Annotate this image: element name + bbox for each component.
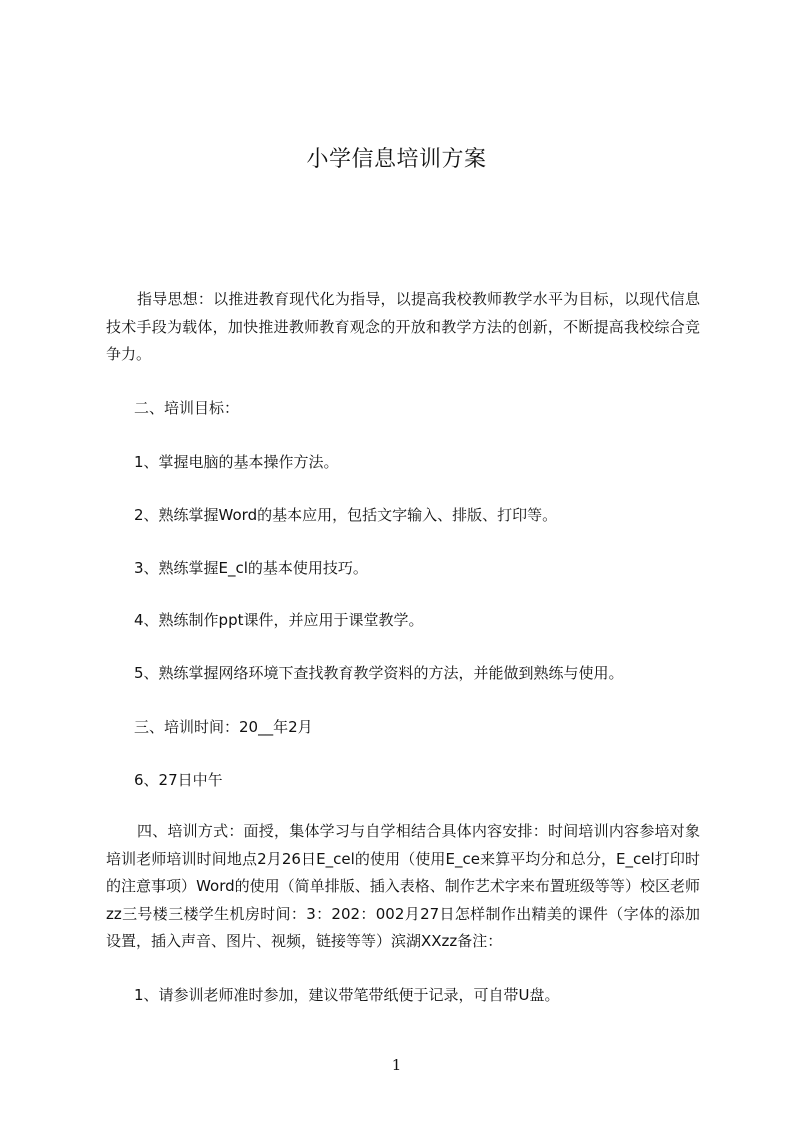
training-time-date: 6、27日中午 [134,771,223,789]
section-training-goals-heading: 二、培训目标： [134,399,240,417]
goal-item-2: 2、熟练掌握Word的基本应用，包括文字输入、排版、打印等。 [134,506,558,524]
training-method-paragraph: 四、培训方式：面授，集体学习与自学相结合具体内容安排：时间培训内容参培对象培训老师培训时间地点2月26日E_cel的使用（使用E_ce来算平均分和总分，E_cel打印时的注意事项）Word的使用（简单排版、插入表格、制作艺术字来布置班级等等）校区老师zz三号楼三楼学生机房时间：3：202：002月27日怎样制作出精美的课件（字体的添加设置，插入声音、图片、视频，链接等等）滨湖XXzz备注： [106,822,700,950]
document-title: 小学信息培训方案 [306,147,487,172]
guiding-ideology-paragraph: 指导思想：以推进教育现代化为指导，以提高我校教师教学水平为目标，以现代信息技术手段为载体，加快推进教师教育观念的开放和教学方法的创新，不断提高我校综合竞争力。 [106,290,700,363]
goal-item-3: 3、熟练掌握E_cl的基本使用技巧。 [134,559,368,577]
section-training-time-heading: 三、培训时间：20__年2月 [134,718,313,736]
goal-item-4: 4、熟练制作ppt课件，并应用于课堂教学。 [134,611,424,629]
note-item-1: 1、请参训老师准时参加，建议带笔带纸便于记录，可自带U盘。 [134,986,560,1004]
goal-item-1: 1、掌握电脑的基本操作方法。 [134,453,339,471]
page-number: 1 [391,1056,402,1074]
goal-item-5: 5、熟练掌握网络环境下查找教育教学资料的方法，并能做到熟练与使用。 [134,664,624,682]
